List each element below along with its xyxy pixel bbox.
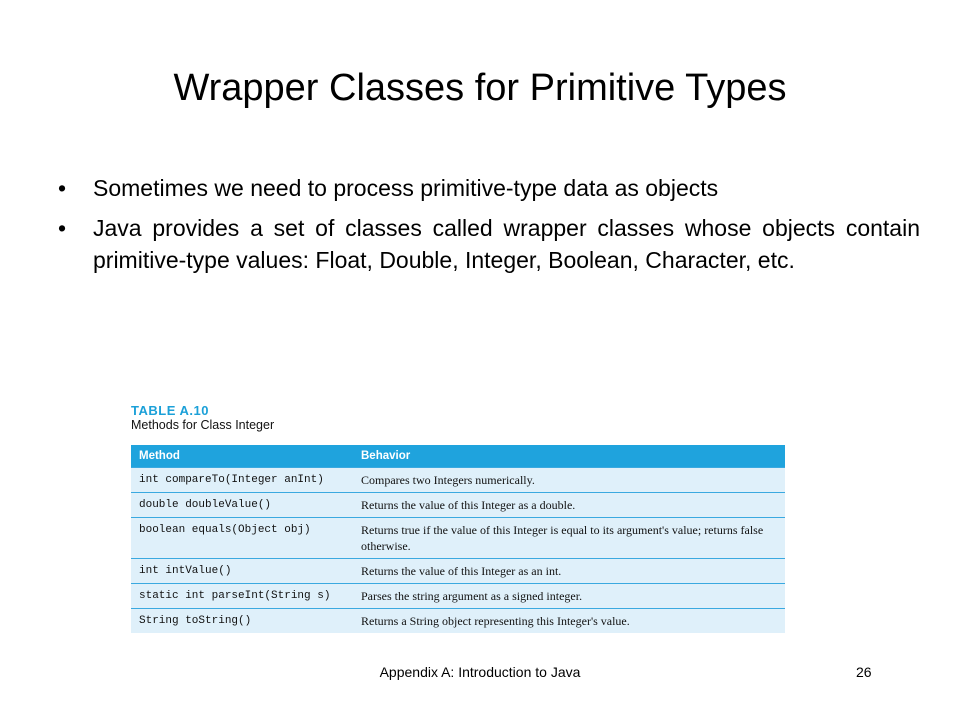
behavior-cell: Returns the value of this Integer as an int. <box>353 559 785 584</box>
method-cell: String toString() <box>131 609 353 634</box>
bullet-text: Java provides a set of classes called wrapper classes whose objects contain primitive-type values: Float, Double, Integer, Boolean, Character, etc. <box>93 215 920 273</box>
behavior-cell: Parses the string argument as a signed integer. <box>353 584 785 609</box>
method-cell: int intValue() <box>131 559 353 584</box>
table-caption: Methods for Class Integer <box>131 418 275 432</box>
behavior-cell: Compares two Integers numerically. <box>353 468 785 493</box>
bullet-icon: • <box>58 215 67 241</box>
table-header-row <box>131 445 785 468</box>
behavior-cell: Returns the value of this Integer as a double. <box>353 493 785 518</box>
slide-title: Wrapper Classes for Primitive Types <box>173 67 787 109</box>
table-row <box>131 559 785 584</box>
method-cell: int compareTo(Integer anInt) <box>131 468 353 493</box>
table-label: TABLE A.10 <box>131 403 209 418</box>
header-behavior: Behavior <box>353 445 785 468</box>
bullet-item <box>58 212 920 276</box>
table-row <box>131 584 785 609</box>
bullet-icon: • <box>58 175 67 201</box>
bullet-item <box>58 172 920 204</box>
method-cell: boolean equals(Object obj) <box>131 518 353 559</box>
table-row <box>131 609 785 634</box>
header-method: Method <box>131 445 353 468</box>
slide-footer: Appendix A: Introduction to Java <box>379 664 581 680</box>
bullet-text: Sometimes we need to process primitive-type data as objects <box>93 175 719 201</box>
bullet-list <box>58 172 920 284</box>
table-row <box>131 518 785 559</box>
method-cell: static int parseInt(String s) <box>131 584 353 609</box>
behavior-cell: Returns true if the value of this Integer is equal to its argument's value; returns false otherwise. <box>353 518 785 559</box>
methods-table <box>131 445 785 633</box>
page-number: 26 <box>856 664 872 680</box>
behavior-cell: Returns a String object representing this Integer's value. <box>353 609 785 634</box>
table-row <box>131 468 785 493</box>
method-cell: double doubleValue() <box>131 493 353 518</box>
table-row <box>131 493 785 518</box>
method-table-figure <box>131 403 785 633</box>
